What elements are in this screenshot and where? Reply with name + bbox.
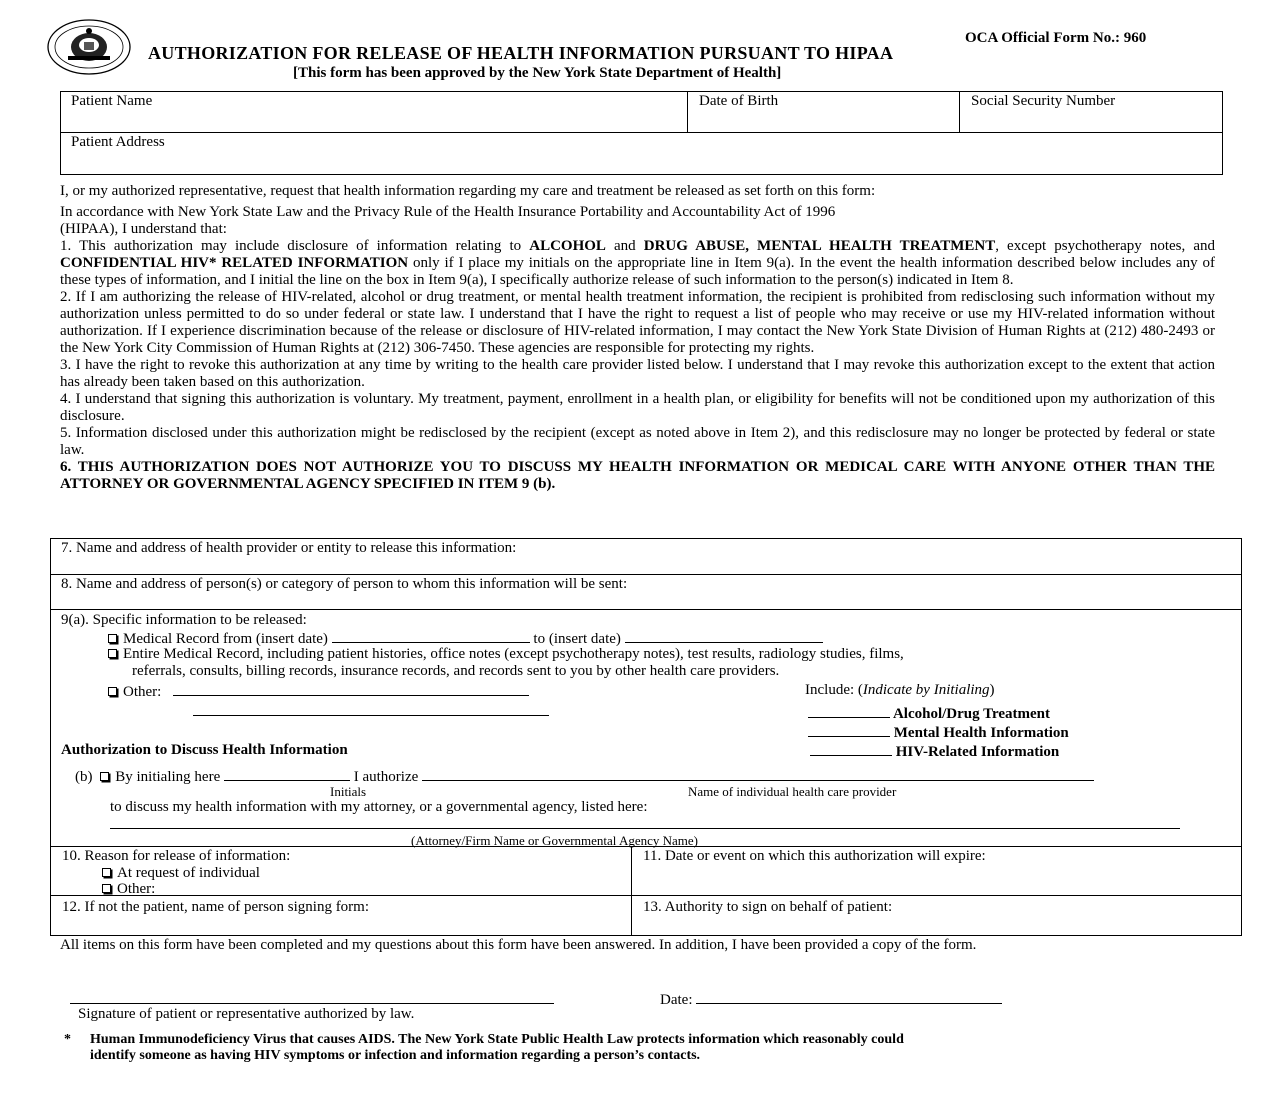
option-entire-record-cont: referrals, consults, billing records, insurance records, and records sent to you by other health care providers. bbox=[132, 663, 780, 679]
field-12-label: 12. If not the patient, name of person signing form: bbox=[62, 899, 370, 915]
patient-name-label: Patient Name bbox=[71, 93, 153, 109]
initial-mental-row: Mental Health Information bbox=[808, 723, 1069, 742]
initial-hiv-input[interactable] bbox=[810, 742, 892, 756]
other-input-line1[interactable] bbox=[173, 682, 529, 696]
item-4: 4. I understand that signing this authorization is voluntary. My treatment, payment, enrollment in a health plan, or eligibility for benefits will not be conditioned upon my authorization of this disclosure. bbox=[60, 391, 1215, 424]
intro-request: I, or my authorized representative, request that health information regarding my care and treatment be released as set forth on this form: bbox=[60, 183, 876, 199]
date-row: Date: bbox=[660, 990, 1002, 1009]
medical-record-checkbox[interactable] bbox=[108, 634, 117, 643]
understanding-items bbox=[60, 238, 1215, 493]
intro-accordance bbox=[60, 204, 1216, 238]
signature-caption: Signature of patient or representative authorized by law. bbox=[78, 1006, 415, 1022]
item-9b-initials-input[interactable] bbox=[224, 767, 350, 781]
field-12-input[interactable] bbox=[53, 916, 628, 934]
item-5: 5. Information disclosed under this authorization might be redisclosed by the recipient (except as noted above in Item 2), and this redisclosure may no longer be protected by federal or state law. bbox=[60, 425, 1215, 458]
completion-statement: All items on this form have been completed and my questions about this form have been answered. In addition, I have been provided a copy of the form. bbox=[60, 937, 977, 953]
reason-individual: At request of individual bbox=[102, 865, 260, 882]
item-9b-row: (b) By initialing here I authorize bbox=[75, 767, 1094, 786]
form-number: OCA Official Form No.: 960 bbox=[965, 30, 1147, 46]
reason-other: Other: bbox=[102, 881, 155, 898]
patient-name-field[interactable] bbox=[62, 110, 682, 130]
other-input-line2[interactable] bbox=[193, 702, 549, 721]
field-8-input[interactable] bbox=[52, 591, 1240, 608]
field-13-input[interactable] bbox=[634, 916, 1239, 934]
reason-other-checkbox[interactable] bbox=[102, 884, 111, 893]
field-7-label: 7. Name and address of health provider or entity to release this information: bbox=[61, 540, 517, 556]
intro-accordance-line2: (HIPAA), I understand that: bbox=[60, 221, 227, 237]
reason-individual-checkbox[interactable] bbox=[102, 868, 111, 877]
item-9b-checkbox[interactable] bbox=[100, 772, 109, 781]
option-medical-record: Medical Record from (insert date) to (insert date) bbox=[108, 629, 823, 648]
item-1: 1. This authorization may include disclosure of information relating to ALCOHOL and DRUG ABUSE, MENTAL HEALTH TREATMENT, except psychotherapy notes, and CONFIDENTIAL HIV* RELATED INFORMATION only if I place my initials on the appropriate line in Item 9(a). In the event the health information described below includes any of these types of information, and I initial the line on the box in Item 9(a), I specifically authorize release of such information to the person(s) indicated in Item 8. bbox=[60, 238, 1215, 288]
item-9b-provider-input[interactable] bbox=[422, 767, 1094, 781]
patient-address-field[interactable] bbox=[62, 151, 1220, 173]
other-checkbox[interactable] bbox=[108, 687, 117, 696]
initial-hiv-row: HIV-Related Information bbox=[810, 742, 1059, 761]
field-7-input[interactable] bbox=[52, 555, 1240, 573]
intro-accordance-line1: In accordance with New York State Law and the Privacy Rule of the Health Insurance Portability and Accountability Act of 1996 bbox=[60, 204, 836, 220]
ssn-field[interactable] bbox=[962, 110, 1220, 130]
medical-to-date-input[interactable] bbox=[625, 629, 823, 643]
initial-alcohol-input[interactable] bbox=[808, 704, 890, 718]
ny-state-seal-icon bbox=[46, 18, 132, 76]
item-6: 6. THIS AUTHORIZATION DOES NOT AUTHORIZE YOU TO DISCUSS MY HEALTH INFORMATION OR MEDICAL CARE WITH ANYONE OTHER THAN THE ATTORNEY OR GOVERNMENTAL AGENCY SPECIFIED IN ITEM 9 (b). bbox=[60, 459, 1215, 492]
attorney-caption: (Attorney/Firm Name or Governmental Agency Name) bbox=[411, 833, 698, 848]
dob-label: Date of Birth bbox=[699, 93, 779, 109]
field-11-label: 11. Date or event on which this authorization will expire: bbox=[643, 848, 986, 864]
medical-from-date-input[interactable] bbox=[332, 629, 530, 643]
initial-mental-input[interactable] bbox=[808, 723, 890, 737]
field-11-input[interactable] bbox=[634, 866, 1239, 893]
provider-caption: Name of individual health care provider bbox=[688, 784, 897, 799]
ssn-label: Social Security Number bbox=[971, 93, 1116, 109]
field-10-label: 10. Reason for release of information: bbox=[62, 848, 291, 864]
field-13-label: 13. Authority to sign on behalf of patient: bbox=[643, 899, 893, 915]
option-other: Other: bbox=[108, 682, 529, 701]
option-entire-record: Entire Medical Record, including patient histories, office notes (except psychotherapy notes), test results, radiology studies, films, bbox=[108, 646, 904, 663]
initials-caption: Initials bbox=[330, 784, 367, 799]
page-subtitle: [This form has been approved by the New York State Department of Health] bbox=[293, 65, 782, 81]
page-title: AUTHORIZATION FOR RELEASE OF HEALTH INFORMATION PURSUANT TO HIPAA bbox=[148, 43, 894, 63]
dob-field[interactable] bbox=[690, 110, 955, 130]
date-input[interactable] bbox=[696, 990, 1002, 1004]
item-2: 2. If I am authorizing the release of HIV-related, alcohol or drug treatment, or mental health treatment information, the recipient is prohibited from redisclosing such information without my authorization unless permitted to do so under federal or state law. I understand that I have the right to request a list of people who may receive or use my HIV-related information without authorization. If I experience discrimination because of the release or disclosure of HIV-related information, I may contact the New York State Division of Human Rights at (212) 480-2493 or the New York City Commission of Human Rights at (212) 306-7450. These agencies are responsible for protecting my rights. bbox=[60, 289, 1215, 356]
discuss-text: to discuss my health information with my attorney, or a governmental agency, listed here: bbox=[110, 799, 648, 815]
field-8-label: 8. Name and address of person(s) or category of person to whom this information will be sent: bbox=[61, 576, 628, 592]
include-label: Include: (Indicate by Initialing) bbox=[805, 682, 995, 698]
footnote-line2: identify someone as having HIV symptoms or infection and information regarding a person’s contacts. bbox=[90, 1048, 701, 1063]
auth-discuss-title: Authorization to Discuss Health Information bbox=[61, 742, 348, 758]
item-3: 3. I have the right to revoke this authorization at any time by writing to the health care provider listed below. I understand that I may revoke this authorization except to the extent that action has already been taken based on this authorization. bbox=[60, 357, 1215, 390]
patient-address-label: Patient Address bbox=[71, 134, 165, 150]
initial-alcohol-row: Alcohol/Drug Treatment bbox=[808, 704, 1050, 723]
entire-record-checkbox[interactable] bbox=[108, 649, 117, 658]
field-9a-title: 9(a). Specific information to be released: bbox=[61, 612, 307, 628]
footnote-line1: Human Immunodeficiency Virus that causes AIDS. The New York State Public Health Law protects information which reasonably could bbox=[90, 1032, 904, 1047]
footnote-mark: * bbox=[64, 1032, 71, 1047]
